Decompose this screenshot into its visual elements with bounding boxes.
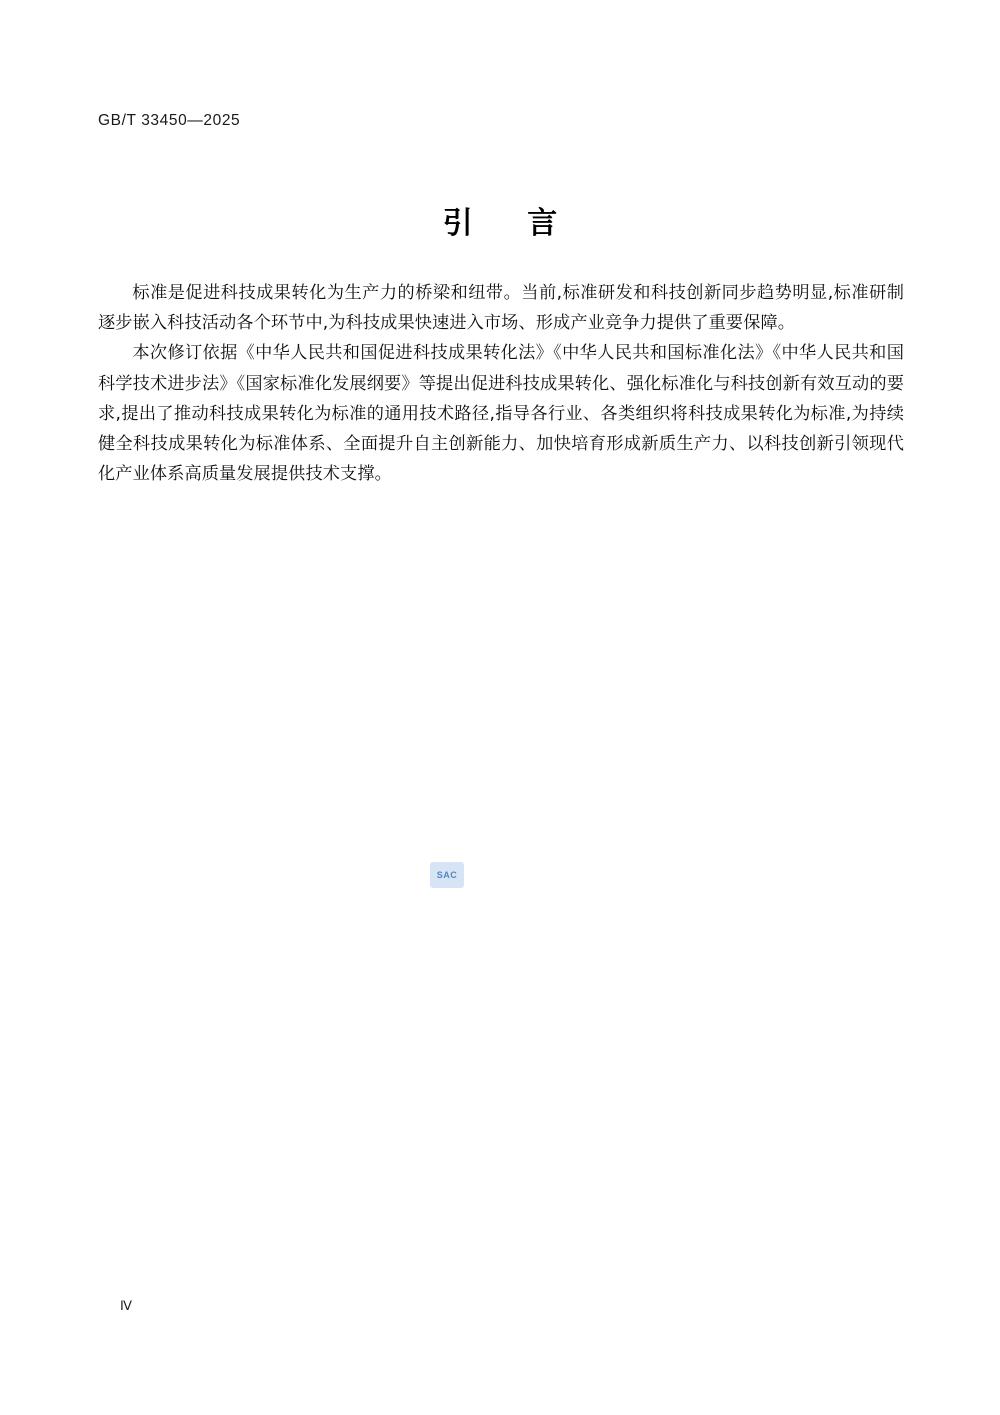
paragraph: 标准是促进科技成果转化为生产力的桥梁和纽带。当前,标准研发和科技创新同步趋势明显,标准研制逐步嵌入科技活动各个环节中,为科技成果快速进入市场、形成产业竞争力提供了重要保障。 [98, 283, 904, 334]
paragraph: 本次修订依据《中华人民共和国促进科技成果转化法》《中华人民共和国标准化法》《中华人民共和国科学技术进步法》《国家标准化发展纲要》等提出促进科技成果转化、强化标准化与科技创新有效互动的要求,提出了推动科技成果转化为标准的通用技术路径,指导各行业、各类组织将科技成果转化为标准,为持续健全科技成果转化为标准体系、全面提升自主创新能力、加快培育形成新质生产力、以科技创新引领现代化产业体系高质量发展提供技术支撑。 [98, 343, 904, 485]
sac-watermark-icon: SAC [430, 862, 464, 888]
body-text [98, 278, 904, 489]
page-number: Ⅳ [120, 1298, 132, 1313]
page-title: 引 言 [442, 206, 580, 241]
standard-code-header: GB/T 33450—2025 [98, 112, 241, 129]
